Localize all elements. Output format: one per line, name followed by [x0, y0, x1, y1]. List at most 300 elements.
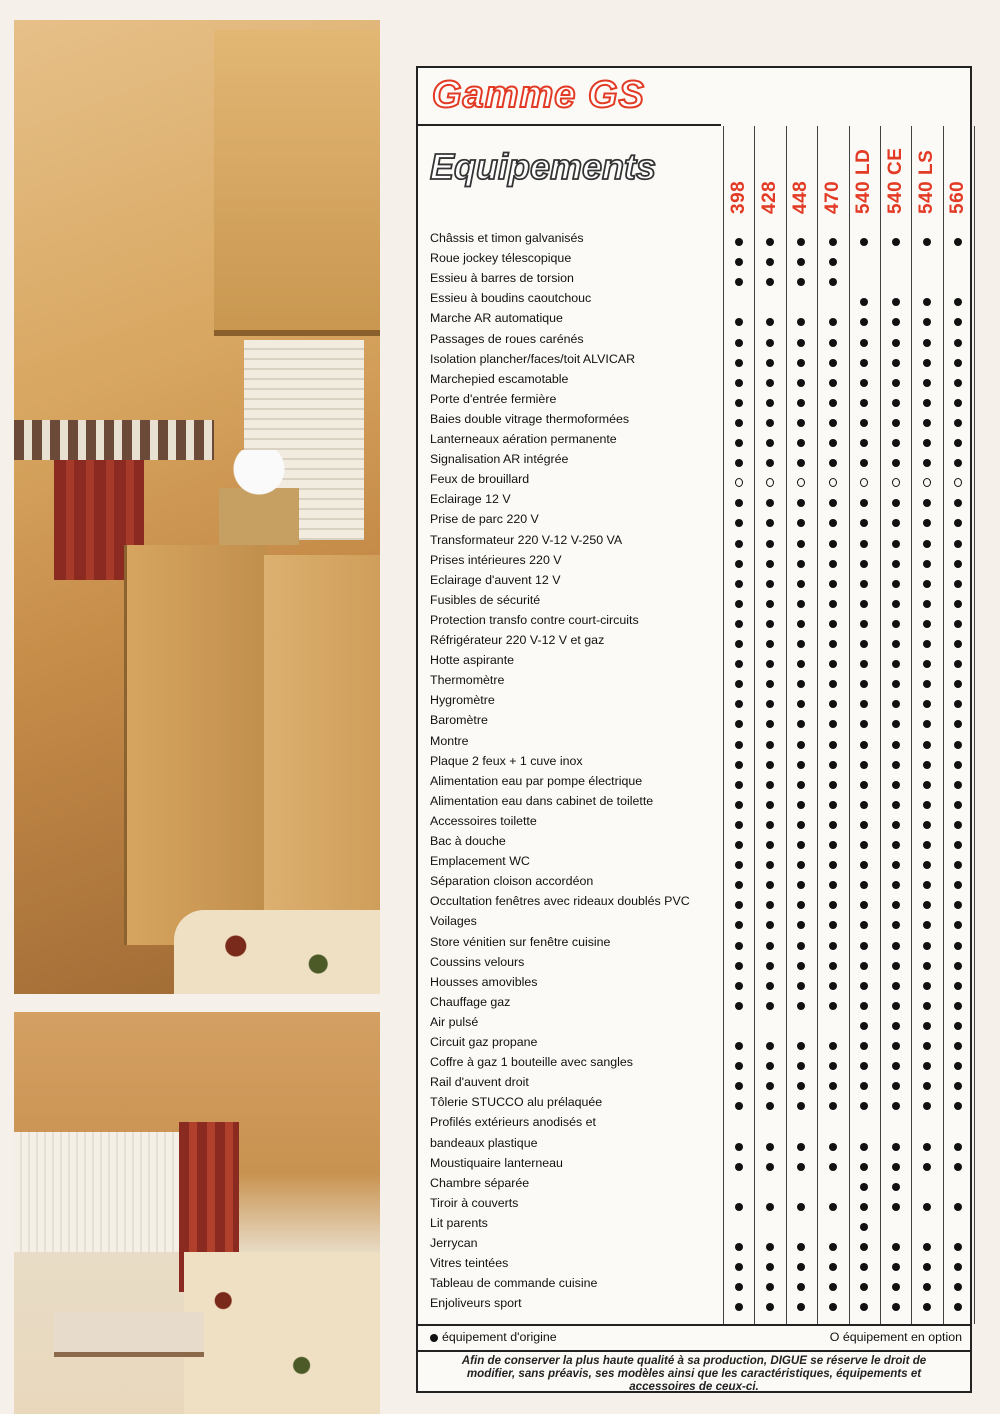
equipment-mark	[817, 354, 848, 372]
standard-dot-icon	[892, 419, 900, 427]
standard-dot-icon	[735, 379, 743, 387]
equipment-mark	[943, 756, 974, 774]
standard-dot-icon	[797, 459, 805, 467]
equipment-mark	[723, 977, 754, 995]
equipment-mark	[723, 1158, 754, 1176]
title-divider	[418, 124, 721, 126]
equipment-mark	[754, 695, 785, 713]
standard-dot-icon	[860, 901, 868, 909]
standard-dot-icon	[829, 781, 837, 789]
standard-dot-icon	[892, 519, 900, 527]
standard-dot-icon	[892, 600, 900, 608]
equipment-mark	[849, 1258, 880, 1276]
standard-dot-icon	[860, 640, 868, 648]
equipment-label: Hotte aspirante	[430, 653, 515, 668]
standard-dot-icon	[892, 720, 900, 728]
table-row	[430, 1255, 960, 1275]
standard-dot-icon	[735, 942, 743, 950]
standard-dot-icon	[797, 781, 805, 789]
equipment-mark	[754, 876, 785, 894]
standard-dot-icon	[766, 680, 774, 688]
equipment-mark	[849, 937, 880, 955]
equipment-label: Roue jockey télescopique	[430, 251, 572, 266]
standard-dot-icon	[829, 901, 837, 909]
standard-dot-icon	[954, 881, 962, 889]
equipment-mark	[880, 1258, 911, 1276]
standard-dot-icon	[860, 298, 868, 306]
equipment-mark	[786, 334, 817, 352]
equipment-mark	[880, 454, 911, 472]
equipment-mark	[723, 1238, 754, 1256]
equipment-mark	[880, 937, 911, 955]
equipment-label: Chauffage gaz	[430, 994, 511, 1009]
standard-dot-icon	[892, 359, 900, 367]
equipment-mark	[880, 1057, 911, 1075]
standard-dot-icon	[923, 359, 931, 367]
standard-dot-icon	[735, 419, 743, 427]
equipment-mark	[786, 675, 817, 693]
standard-dot-icon	[860, 1303, 868, 1311]
standard-dot-icon	[735, 881, 743, 889]
standard-dot-icon	[735, 1303, 743, 1311]
equipment-mark	[786, 1238, 817, 1256]
equipment-mark	[723, 595, 754, 613]
standard-dot-icon	[797, 660, 805, 668]
equipment-mark	[849, 876, 880, 894]
standard-dot-icon	[766, 379, 774, 387]
table-row	[430, 934, 960, 954]
equipment-mark	[880, 233, 911, 251]
standard-dot-icon	[860, 1163, 868, 1171]
standard-dot-icon	[797, 1102, 805, 1110]
equipment-mark	[817, 1138, 848, 1156]
photo-net-curtain	[14, 1132, 184, 1252]
equipment-mark	[880, 635, 911, 653]
standard-dot-icon	[766, 720, 774, 728]
equipment-mark	[723, 816, 754, 834]
equipment-mark	[880, 756, 911, 774]
standard-dot-icon	[923, 1283, 931, 1291]
equipment-mark	[786, 1077, 817, 1095]
standard-dot-icon	[923, 459, 931, 467]
equipment-mark	[723, 776, 754, 794]
equipment-mark	[786, 233, 817, 251]
standard-dot-icon	[797, 821, 805, 829]
equipment-mark	[817, 876, 848, 894]
standard-dot-icon	[735, 600, 743, 608]
standard-dot-icon	[954, 439, 962, 447]
standard-dot-icon	[766, 741, 774, 749]
standard-dot-icon	[892, 982, 900, 990]
equipment-mark	[754, 233, 785, 251]
standard-dot-icon	[923, 1303, 931, 1311]
equipment-mark	[849, 514, 880, 532]
standard-dot-icon	[797, 318, 805, 326]
standard-dot-icon	[735, 801, 743, 809]
equipment-label: Coussins velours	[430, 954, 525, 969]
standard-dot-icon	[766, 419, 774, 427]
equipment-mark	[723, 1258, 754, 1276]
equipment-mark	[880, 816, 911, 834]
equipment-mark	[754, 494, 785, 512]
equipment-mark	[786, 876, 817, 894]
standard-dot-icon	[860, 881, 868, 889]
table-row	[430, 853, 960, 873]
equipment-mark	[880, 414, 911, 432]
equipment-mark	[817, 1278, 848, 1296]
standard-dot-icon	[954, 1203, 962, 1211]
standard-dot-icon	[954, 318, 962, 326]
standard-dot-icon	[923, 660, 931, 668]
equipment-mark	[723, 1057, 754, 1075]
model-header	[786, 126, 817, 216]
equipment-mark	[786, 836, 817, 854]
equipment-mark	[723, 535, 754, 553]
standard-dot-icon	[735, 258, 743, 266]
table-row	[430, 612, 960, 632]
standard-dot-icon	[923, 560, 931, 568]
equipment-mark	[849, 1097, 880, 1115]
equipment-mark	[754, 776, 785, 794]
standard-dot-icon	[892, 660, 900, 668]
standard-dot-icon	[735, 921, 743, 929]
standard-dot-icon	[860, 720, 868, 728]
equipment-mark	[754, 374, 785, 392]
equipment-label: Occultation fenêtres avec rideaux doublés PVC	[430, 894, 690, 909]
standard-dot-icon	[923, 720, 931, 728]
standard-dot-icon	[829, 1243, 837, 1251]
standard-dot-icon	[797, 238, 805, 246]
equipment-mark	[849, 1077, 880, 1095]
standard-dot-icon	[829, 1062, 837, 1070]
standard-dot-icon	[892, 841, 900, 849]
equipment-mark	[943, 394, 974, 412]
standard-dot-icon	[954, 600, 962, 608]
table-row	[430, 1195, 960, 1215]
standard-dot-icon	[797, 620, 805, 628]
equipment-mark	[943, 1057, 974, 1075]
equipment-mark	[911, 1057, 942, 1075]
equipment-label: Essieu à barres de torsion	[430, 271, 574, 286]
equipment-mark	[786, 434, 817, 452]
standard-dot-icon	[954, 339, 962, 347]
equipment-mark	[786, 1057, 817, 1075]
table-row	[430, 873, 960, 893]
standard-dot-icon	[954, 640, 962, 648]
equipment-mark	[911, 1097, 942, 1115]
standard-dot-icon	[860, 1002, 868, 1010]
equipment-mark	[754, 313, 785, 331]
equipment-mark	[849, 615, 880, 633]
standard-dot-icon	[954, 841, 962, 849]
equipment-mark	[943, 675, 974, 693]
equipment-label: Eclairage d'auvent 12 V	[430, 572, 561, 587]
equipment-mark	[911, 715, 942, 733]
equipment-label: bandeaux plastique	[430, 1135, 538, 1150]
standard-dot-icon	[829, 540, 837, 548]
equipment-mark	[817, 535, 848, 553]
equipment-mark	[911, 354, 942, 372]
standard-dot-icon	[766, 499, 774, 507]
standard-dot-icon	[892, 439, 900, 447]
standard-dot-icon	[954, 982, 962, 990]
equipment-mark	[723, 414, 754, 432]
equipment-mark	[911, 555, 942, 573]
equipment-mark	[943, 977, 974, 995]
standard-dot-icon	[829, 620, 837, 628]
equipment-mark	[817, 816, 848, 834]
standard-dot-icon	[797, 600, 805, 608]
equipment-mark	[849, 776, 880, 794]
equipment-mark	[911, 595, 942, 613]
equipment-label: Porte d'entrée fermière	[430, 391, 557, 406]
equipment-mark	[786, 1037, 817, 1055]
standard-dot-icon	[923, 821, 931, 829]
standard-dot-icon	[923, 921, 931, 929]
equipment-mark	[849, 916, 880, 934]
equipment-mark	[880, 1037, 911, 1055]
standard-dot-icon	[892, 801, 900, 809]
standard-dot-icon	[797, 680, 805, 688]
standard-dot-icon	[766, 700, 774, 708]
standard-dot-icon	[954, 359, 962, 367]
standard-dot-icon	[923, 540, 931, 548]
equipment-mark	[817, 394, 848, 412]
standard-dot-icon	[735, 741, 743, 749]
equipment-mark	[911, 615, 942, 633]
standard-dot-icon	[766, 962, 774, 970]
model-header	[817, 126, 848, 216]
equipment-mark	[786, 374, 817, 392]
photo-sofa	[184, 1252, 380, 1414]
equipment-mark	[880, 374, 911, 392]
equipment-label: Bac à douche	[430, 834, 506, 848]
model-header	[849, 126, 880, 216]
table-row	[430, 1235, 960, 1255]
equipment-mark	[817, 1077, 848, 1095]
equipment-mark	[943, 1258, 974, 1276]
equipment-mark	[943, 595, 974, 613]
equipment-mark	[880, 1158, 911, 1176]
equipment-label: Réfrigérateur 220 V-12 V et gaz	[430, 633, 605, 647]
table-row	[430, 331, 960, 351]
standard-dot-icon	[829, 499, 837, 507]
standard-dot-icon	[766, 1283, 774, 1291]
equipment-mark	[786, 595, 817, 613]
standard-dot-icon	[797, 499, 805, 507]
equipment-mark	[754, 1158, 785, 1176]
equipment-mark	[849, 856, 880, 874]
standard-dot-icon	[829, 1102, 837, 1110]
standard-dot-icon	[892, 962, 900, 970]
equipment-label: Hygromètre	[430, 693, 495, 708]
equipment-mark	[786, 695, 817, 713]
equipment-mark	[817, 434, 848, 452]
equipment-mark	[880, 776, 911, 794]
equipment-mark	[786, 535, 817, 553]
equipment-mark	[880, 474, 911, 492]
standard-dot-icon	[735, 1163, 743, 1171]
equipment-mark	[723, 1198, 754, 1216]
standard-dot-icon	[860, 921, 868, 929]
equipment-mark	[911, 675, 942, 693]
equipment-mark	[723, 233, 754, 251]
standard-dot-icon	[954, 761, 962, 769]
standard-dot-icon	[954, 1303, 962, 1311]
equipment-mark	[786, 1138, 817, 1156]
equipment-mark	[817, 414, 848, 432]
equipment-mark	[849, 414, 880, 432]
equipment-mark	[723, 253, 754, 271]
equipment-mark	[754, 474, 785, 492]
equipment-mark	[911, 394, 942, 412]
table-row	[430, 1175, 960, 1195]
equipment-mark	[817, 1238, 848, 1256]
table-row	[430, 632, 960, 652]
equipment-mark	[817, 514, 848, 532]
equipment-mark	[723, 796, 754, 814]
equipment-mark	[754, 937, 785, 955]
equipment-label: Plaque 2 feux + 1 cuve inox	[430, 753, 583, 768]
equipment-label: Tableau de commande cuisine	[430, 1276, 598, 1291]
equipment-mark	[943, 916, 974, 934]
option-circle-icon	[954, 478, 962, 487]
standard-dot-icon	[923, 942, 931, 950]
equipment-mark	[943, 1298, 974, 1316]
equipment-mark	[943, 474, 974, 492]
standard-dot-icon	[923, 982, 931, 990]
equipment-mark	[754, 334, 785, 352]
standard-dot-icon	[860, 700, 868, 708]
equipment-mark	[786, 575, 817, 593]
equipment-mark	[817, 595, 848, 613]
standard-dot-icon	[829, 278, 837, 286]
equipment-mark	[849, 695, 880, 713]
standard-dot-icon	[892, 459, 900, 467]
photo-cushion	[174, 910, 380, 994]
standard-dot-icon	[766, 1002, 774, 1010]
table-row	[430, 1155, 960, 1175]
option-circle-icon	[860, 478, 868, 487]
standard-dot-icon	[766, 399, 774, 407]
standard-dot-icon	[829, 801, 837, 809]
equipment-mark	[849, 1198, 880, 1216]
standard-dot-icon	[735, 1062, 743, 1070]
equipment-mark	[943, 454, 974, 472]
table-row	[430, 994, 960, 1014]
equipment-mark	[723, 313, 754, 331]
standard-dot-icon	[860, 1082, 868, 1090]
equipment-mark	[786, 937, 817, 955]
equipment-mark	[817, 715, 848, 733]
standard-dot-icon	[797, 580, 805, 588]
standard-dot-icon	[735, 901, 743, 909]
standard-dot-icon	[923, 600, 931, 608]
standard-dot-icon	[954, 821, 962, 829]
standard-dot-icon	[860, 318, 868, 326]
standard-dot-icon	[766, 278, 774, 286]
equipment-mark	[786, 1158, 817, 1176]
equipment-mark	[817, 555, 848, 573]
photo-cabinet	[214, 30, 380, 336]
standard-dot-icon	[829, 861, 837, 869]
standard-dot-icon	[797, 720, 805, 728]
equipment-mark	[849, 655, 880, 673]
standard-dot-icon	[923, 1203, 931, 1211]
equipment-mark	[786, 977, 817, 995]
standard-dot-icon	[735, 720, 743, 728]
standard-dot-icon	[797, 841, 805, 849]
equipment-mark	[754, 1258, 785, 1276]
column-line	[974, 126, 975, 1324]
equipment-mark	[817, 334, 848, 352]
equipment-mark	[880, 1238, 911, 1256]
equipment-mark	[880, 695, 911, 713]
equipment-mark	[911, 916, 942, 934]
equipment-mark	[817, 1037, 848, 1055]
standard-dot-icon	[829, 258, 837, 266]
equipment-mark	[754, 1057, 785, 1075]
equipment-mark	[817, 1097, 848, 1115]
equipment-mark	[817, 896, 848, 914]
standard-dot-icon	[954, 962, 962, 970]
equipment-mark	[723, 615, 754, 633]
equipment-mark	[754, 1037, 785, 1055]
standard-dot-icon	[923, 519, 931, 527]
standard-dot-icon	[766, 1042, 774, 1050]
table-row	[430, 813, 960, 833]
standard-dot-icon	[923, 620, 931, 628]
option-circle-icon	[892, 478, 900, 487]
standard-dot-icon	[797, 1143, 805, 1151]
equipment-mark	[786, 474, 817, 492]
standard-dot-icon	[829, 942, 837, 950]
standard-dot-icon	[954, 1143, 962, 1151]
standard-dot-icon	[860, 238, 868, 246]
equipment-mark	[849, 374, 880, 392]
equipment-mark	[911, 494, 942, 512]
equipment-label: Rail d'auvent droit	[430, 1075, 529, 1090]
table-row	[430, 230, 960, 250]
standard-dot-icon	[766, 1243, 774, 1251]
equipment-label: Eclairage 12 V	[430, 492, 511, 507]
standard-dot-icon	[829, 439, 837, 447]
equipment-mark	[911, 957, 942, 975]
equipment-mark	[943, 434, 974, 452]
standard-dot-icon	[860, 982, 868, 990]
equipment-label: Store vénitien sur fenêtre cuisine	[430, 934, 611, 949]
table-row	[430, 672, 960, 692]
equipment-mark	[786, 776, 817, 794]
table-row	[430, 431, 960, 451]
equipment-mark	[880, 856, 911, 874]
standard-dot-icon	[923, 298, 931, 306]
standard-dot-icon	[860, 379, 868, 387]
standard-dot-icon	[797, 1283, 805, 1291]
equipment-mark	[880, 675, 911, 693]
standard-dot-icon	[923, 318, 931, 326]
standard-dot-icon	[860, 459, 868, 467]
standard-dot-icon	[735, 519, 743, 527]
standard-dot-icon	[735, 640, 743, 648]
table-row	[430, 451, 960, 471]
footer-divider	[418, 1350, 970, 1352]
standard-dot-icon	[797, 399, 805, 407]
equipment-mark	[943, 615, 974, 633]
standard-dot-icon	[860, 761, 868, 769]
standard-dot-icon	[735, 1283, 743, 1291]
standard-dot-icon	[892, 921, 900, 929]
